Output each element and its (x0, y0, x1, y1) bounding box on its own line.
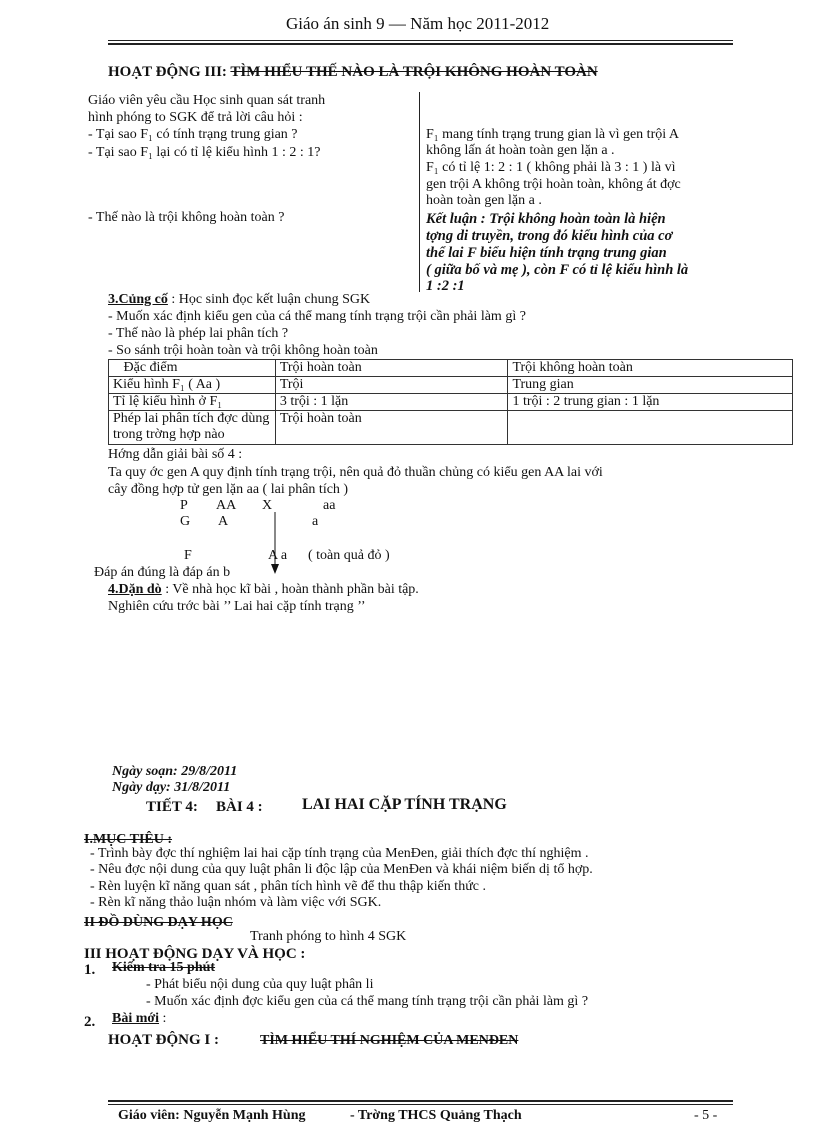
item2-number: 2. (84, 1014, 96, 1030)
table-cell: Trội (275, 377, 508, 394)
header-rule-thick (108, 43, 733, 45)
left-col-line-2: hình phóng to SGK để trả lời câu hỏi : (88, 110, 303, 125)
page-header-title: Giáo án sinh 9 — Năm học 2011-2012 (286, 14, 550, 33)
item1-line-2: - Muốn xác định đợc kiểu gen của cá thể mang tính trạng trội cần phải làm gì ? (146, 994, 589, 1009)
footer-rule (108, 1104, 733, 1105)
table-header-cell: Đặc điểm (109, 360, 276, 377)
consolidation-line-2: - Thế nào là phép lai phân tích ? (108, 326, 289, 341)
lesson-period: TIẾT 4: (146, 799, 198, 815)
item2-label: Bài mới (112, 1011, 160, 1026)
cross-f-genotype: A a (268, 548, 288, 563)
left-col-line-3: - Tại sao F₁ có tính trạng trung gian ? (88, 127, 298, 142)
item1-label: Kiểm tra 15 phút (112, 960, 216, 975)
right-col-line-2: không lấn át hoàn toàn gen lặn a . (426, 143, 615, 158)
cross-p-genotype: AA (216, 498, 237, 513)
item2-suffix: : (159, 1011, 167, 1026)
homework-text: : Về nhà học kĩ bài , hoàn thành phần bài tập. (161, 582, 419, 597)
activity3-title: TÌM HIỂU THẾ NÀO LÀ TRỘI KHÔNG HOÀN TOÀN (230, 64, 598, 80)
activity1-title: TÌM HIỂU THÍ NGHIỆM CỦA MENĐEN (260, 1033, 519, 1048)
conclusion-line-2: tợng di truyền, trong đó kiểu hình của cơ (426, 228, 673, 244)
cross-p-label: P (180, 498, 188, 513)
table-cell: 1 trội : 2 trung gian : 1 lặn (508, 394, 793, 411)
prep-date: Ngày soạn: 29/8/2011 (112, 764, 238, 779)
table-row (109, 394, 793, 411)
right-col-line-1: F₁ mang tính trạng trung gian là vì gen trội A (426, 127, 679, 142)
activity3-heading (108, 64, 598, 81)
consolidation-line-3: - So sánh trội hoàn toàn và trội không hoàn toàn (108, 343, 378, 358)
left-col-line-1: Giáo viên yêu cầu Học sinh quan sát tranh (88, 93, 326, 108)
lesson-title: LAI HAI CẶP TÍNH TRẠNG (302, 796, 507, 813)
table-cell: Kiểu hình F₁ ( Aa ) (109, 377, 276, 394)
table-header-row (109, 360, 793, 377)
homework-line-2: Nghiên cứu trớc bài ’’ Lai hai cặp tính trạng ’’ (108, 599, 366, 614)
footer-teacher: Giáo viên: Nguyễn Mạnh Hùng (118, 1108, 306, 1123)
conclusion-line-4: ( giữa bố và mẹ ), còn F có tỉ lệ kiểu hình là (426, 262, 689, 278)
left-col-line-5: - Thế nào là trội không hoàn toàn ? (88, 210, 285, 225)
table-cell (508, 411, 793, 445)
teach-date: Ngày dạy: 31/8/2011 (112, 780, 231, 795)
cross-arrow-icon (270, 512, 280, 576)
activity1-label: HOẠT ĐỘNG I : (108, 1032, 219, 1048)
objective-item-3: - Rèn luyện kĩ năng quan sát , phân tích hình vẽ để thu thập kiến thức . (90, 879, 486, 894)
conclusion-line-5: 1 :2 :1 (426, 278, 465, 294)
exercise-title: Hớng dẫn giải bài số 4 : (108, 447, 243, 462)
cross-g-gamete: A (218, 514, 229, 529)
table-row (109, 377, 793, 394)
consolidation-label: 3.Củng cố (108, 292, 168, 307)
cross-g-label: G (180, 514, 191, 529)
materials-heading: II ĐỒ DÙNG DẠY HỌC (84, 915, 233, 930)
cross-x-symbol: X (262, 498, 273, 513)
exercise-line-1: Ta quy ớc gen A quy định tính trạng trội, nên quả đỏ thuần chủng có kiểu gen AA lai với (108, 465, 603, 480)
activity3-label: HOẠT ĐỘNG III: (108, 64, 227, 80)
lesson-number: BÀI 4 : (216, 799, 263, 815)
conclusion-line-1: Kết luận : Trội không hoàn toàn là hiện (426, 211, 666, 227)
item1-number: 1. (84, 962, 96, 978)
materials-text: Tranh phóng to hình 4 SGK (250, 929, 407, 944)
column-divider (419, 92, 420, 292)
footer-rule-thick (108, 1100, 733, 1102)
right-col-line-5: hoàn toàn gen lặn a . (426, 193, 542, 208)
right-col-line-3: F₁ có tỉ lệ 1: 2 : 1 ( không phải là 3 : 1 ) là vì (426, 160, 676, 175)
table-row (109, 411, 793, 445)
table-cell: Trung gian (508, 377, 793, 394)
cross-p-genotype-2: aa (323, 498, 336, 513)
consolidation-heading (108, 292, 370, 308)
table-header-cell: Trội hoàn toàn (275, 360, 508, 377)
cross-g-gamete-2: a (312, 514, 319, 529)
cross-f-note: ( toàn quả đỏ ) (308, 548, 390, 563)
consolidation-line-1: - Muốn xác định kiểu gen của cá thể mang tính trạng trội cần phải làm gì ? (108, 309, 526, 324)
table-cell: 3 trội : 1 lặn (275, 394, 508, 411)
footer-page-number: - 5 - (694, 1108, 718, 1123)
table-cell: Tỉ lệ kiểu hình ở F₁ (109, 394, 276, 411)
item1-line-1: - Phát biểu nội dung của quy luật phân li (146, 977, 374, 992)
objective-item-2: - Nêu đợc nội dung của quy luật phân li độc lập của MenĐen và khái niệm biến dị tổ hợp. (90, 862, 593, 877)
objectives-heading: I.MỤC TIÊU : (84, 832, 173, 847)
item2-line (112, 1011, 166, 1027)
comparison-table (108, 359, 793, 445)
table-cell: Phép lai phân tích đợc dùng trong trờng hợp nào (109, 411, 276, 445)
objective-item-4: - Rèn kĩ năng thảo luận nhóm và làm việc với SGK. (90, 895, 382, 910)
table-header-cell: Trội không hoàn toàn (508, 360, 793, 377)
exercise-line-2: cây đồng hợp tử gen lặn aa ( lai phân tích ) (108, 482, 349, 497)
footer-school: - Trờng THCS Quảng Thạch (350, 1108, 522, 1123)
homework-line-1 (108, 582, 419, 598)
objective-item-1: - Trình bày đợc thí nghiệm lai hai cặp tính trạng của MenĐen, giải thích đợc thí nghiệm . (90, 846, 589, 861)
header-rule (108, 40, 733, 41)
homework-label: 4.Dặn dò (108, 582, 162, 597)
consolidation-text: : Học sinh đọc kết luận chung SGK (167, 292, 371, 307)
activities-heading: III HOẠT ĐỘNG DẠY VÀ HỌC : (84, 946, 306, 962)
conclusion-line-3: thể lai F biểu hiện tính trạng trung gian (426, 245, 667, 261)
cross-f-label: F (184, 548, 192, 563)
table-cell: Trội hoàn toàn (275, 411, 508, 445)
right-col-line-4: gen trội A không trội hoàn toàn, không át đợc (426, 177, 681, 192)
exercise-answer: Đáp án đúng là đáp án b (94, 565, 231, 580)
left-col-line-4: - Tại sao F₁ lại có tỉ lệ kiểu hình 1 : 2 : 1? (88, 145, 321, 160)
